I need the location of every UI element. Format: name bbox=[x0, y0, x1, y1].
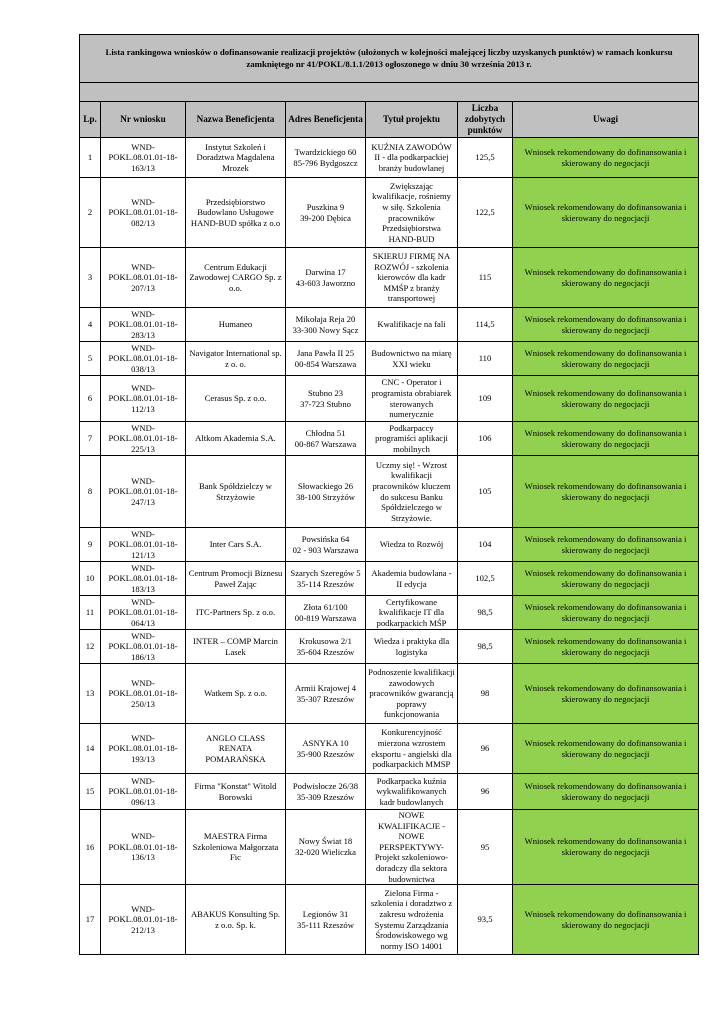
cell-beneficiary-address bbox=[286, 885, 366, 955]
cell-project-title bbox=[366, 178, 458, 248]
cell-beneficiary-name bbox=[186, 630, 286, 664]
cell-remark-text: Wniosek rekomendowany do dofinansowania i skierowany do negocjacji bbox=[524, 480, 687, 502]
cell-application-number bbox=[101, 562, 186, 596]
cell-application-number-text: WND-POKL.08.01.01-18-186/13 bbox=[108, 630, 178, 662]
cell-lp-text: 3 bbox=[87, 272, 93, 283]
cell-lp bbox=[80, 885, 101, 955]
cell-points bbox=[458, 885, 513, 955]
cell-lp-text: 2 bbox=[87, 207, 93, 218]
cell-points bbox=[458, 630, 513, 664]
cell-points-text: 109 bbox=[478, 393, 492, 404]
cell-beneficiary-address-text: Chłodna 51 00-867 Warszawa bbox=[294, 427, 357, 449]
cell-beneficiary-address bbox=[286, 664, 366, 724]
cell-lp-text: 16 bbox=[85, 841, 95, 852]
cell-beneficiary-name bbox=[186, 528, 286, 562]
col-header-points: Liczba zdobytych punktów bbox=[458, 102, 513, 138]
cell-remark-text: Wniosek rekomendowany do dofinansowania i skierowany do negocjacji bbox=[524, 313, 687, 335]
cell-application-number-text: WND-POKL.08.01.01-18-207/13 bbox=[108, 261, 178, 293]
cell-beneficiary-name-text: Cerasus Sp. z o.o. bbox=[204, 393, 267, 404]
cell-application-number bbox=[101, 774, 186, 810]
cell-beneficiary-address-text: Szarych Szeregów 5 35-114 Rzeszów bbox=[290, 567, 361, 589]
cell-beneficiary-address bbox=[286, 178, 366, 248]
cell-beneficiary-name bbox=[186, 342, 286, 376]
cell-beneficiary-address-text: Armii Krajowej 4 35-307 Rzeszów bbox=[294, 682, 357, 704]
cell-project-title bbox=[366, 308, 458, 342]
cell-lp-text: 11 bbox=[85, 607, 95, 618]
cell-beneficiary-name-text: Altkom Akademia S.A. bbox=[195, 433, 276, 444]
cell-beneficiary-name bbox=[186, 376, 286, 422]
cell-lp bbox=[80, 308, 101, 342]
cell-points bbox=[458, 422, 513, 456]
col-header-beneficiary-address: Adres Beneficjenta bbox=[286, 102, 366, 138]
cell-remark bbox=[513, 248, 699, 308]
cell-lp-text: 14 bbox=[85, 743, 95, 754]
cell-remark bbox=[513, 342, 699, 376]
cell-remark-text: Wniosek rekomendowany do dofinansowania i skierowany do negocjacji bbox=[524, 266, 687, 288]
cell-lp-text: 6 bbox=[87, 393, 93, 404]
cell-points-text: 98,5 bbox=[477, 607, 493, 618]
cell-points bbox=[458, 528, 513, 562]
cell-remark bbox=[513, 630, 699, 664]
cell-beneficiary-name-text: Firma "Konstat" Witold Borowski bbox=[194, 780, 277, 802]
cell-project-title bbox=[366, 528, 458, 562]
table-row bbox=[80, 342, 699, 376]
cell-remark-text: Wniosek rekomendowany do dofinansowania i skierowany do negocjacji bbox=[524, 737, 687, 759]
cell-beneficiary-address bbox=[286, 308, 366, 342]
cell-beneficiary-address bbox=[286, 342, 366, 376]
cell-lp-text: 9 bbox=[87, 539, 93, 550]
cell-application-number-text: WND-POKL.08.01.01-18-283/13 bbox=[108, 308, 178, 340]
cell-application-number-text: WND-POKL.08.01.01-18-183/13 bbox=[108, 562, 178, 594]
cell-project-title bbox=[366, 248, 458, 308]
cell-application-number-text: WND-POKL.08.01.01-18-247/13 bbox=[108, 475, 178, 507]
cell-project-title bbox=[366, 456, 458, 528]
col-header-beneficiary-name: Nazwa Beneficjenta bbox=[186, 102, 286, 138]
cell-lp-text: 15 bbox=[85, 786, 95, 797]
cell-beneficiary-address-text: Darwina 17 43-603 Jaworzno bbox=[295, 266, 356, 288]
cell-project-title bbox=[366, 664, 458, 724]
cell-beneficiary-name-text: Navigator International sp. z o. o. bbox=[189, 347, 282, 369]
cell-remark-text: Wniosek rekomendowany do dofinansowania i skierowany do negocjacji bbox=[524, 201, 687, 223]
cell-beneficiary-name-text: Centrum Edukacji Zawodowej CARGO Sp. z o.o. bbox=[189, 261, 282, 293]
cell-lp bbox=[80, 138, 101, 178]
cell-project-title bbox=[366, 630, 458, 664]
cell-beneficiary-name-text: Przedsiębiorstwo Budowlano Usługowe HAND-BUD spółka z o.o bbox=[190, 196, 281, 228]
cell-beneficiary-address-text: Podwisłocze 26/38 35-309 Rzeszów bbox=[292, 780, 359, 802]
cell-beneficiary-address bbox=[286, 422, 366, 456]
cell-project-title-text: Wiedza i praktyka dla logistyka bbox=[373, 635, 450, 657]
cell-remark-text: Wniosek rekomendowany do dofinansowania i skierowany do negocjacji bbox=[524, 347, 687, 369]
cell-beneficiary-name-text: Instytut Szkoleń i Doradztwa Magdalena Mrozek bbox=[196, 141, 275, 173]
cell-beneficiary-name-text: INTER – COMP Marcin Lasek bbox=[193, 635, 278, 657]
cell-beneficiary-address bbox=[286, 596, 366, 630]
cell-points-text: 114,5 bbox=[475, 319, 495, 330]
cell-remark-text: Wniosek rekomendowany do dofinansowania i skierowany do negocjacji bbox=[524, 635, 687, 657]
cell-project-title bbox=[366, 596, 458, 630]
cell-remark-text: Wniosek rekomendowany do dofinansowania i skierowany do negocjacji bbox=[524, 909, 687, 930]
cell-points-text: 96 bbox=[480, 786, 490, 797]
cell-lp-text: 4 bbox=[87, 319, 93, 330]
cell-application-number bbox=[101, 885, 186, 955]
cell-project-title-text: Wiedza to Rozwój bbox=[379, 539, 444, 550]
table-row bbox=[80, 456, 699, 528]
cell-lp-text: 7 bbox=[87, 433, 93, 444]
cell-beneficiary-name-text: ABAKUS Konsulting Sp. z o.o. Sp. k. bbox=[190, 909, 281, 930]
cell-lp bbox=[80, 528, 101, 562]
cell-beneficiary-name bbox=[186, 774, 286, 810]
cell-lp bbox=[80, 562, 101, 596]
cell-project-title bbox=[366, 562, 458, 596]
cell-lp-text: 5 bbox=[87, 353, 93, 364]
table-row bbox=[80, 664, 699, 724]
cell-project-title bbox=[366, 376, 458, 422]
cell-points bbox=[458, 456, 513, 528]
cell-points-text: 102,5 bbox=[475, 573, 495, 584]
table-row bbox=[80, 724, 699, 774]
cell-beneficiary-address bbox=[286, 528, 366, 562]
cell-application-number-text: WND-POKL.08.01.01-18-096/13 bbox=[108, 775, 178, 807]
cell-beneficiary-address bbox=[286, 810, 366, 885]
cell-lp bbox=[80, 248, 101, 308]
cell-beneficiary-address bbox=[286, 248, 366, 308]
cell-remark-text: Wniosek rekomendowany do dofinansowania i skierowany do negocjacji bbox=[524, 533, 687, 555]
cell-beneficiary-name bbox=[186, 885, 286, 955]
cell-points bbox=[458, 596, 513, 630]
cell-remark bbox=[513, 810, 699, 885]
cell-remark-text: Wniosek rekomendowany do dofinansowania i skierowany do negocjacji bbox=[524, 146, 687, 168]
cell-beneficiary-name bbox=[186, 596, 286, 630]
cell-lp-text: 12 bbox=[85, 641, 95, 652]
cell-points bbox=[458, 664, 513, 724]
cell-project-title bbox=[366, 724, 458, 774]
cell-points-text: 95 bbox=[480, 841, 490, 852]
cell-project-title bbox=[366, 342, 458, 376]
table-row bbox=[80, 562, 699, 596]
table-body bbox=[80, 138, 699, 955]
cell-application-number bbox=[101, 308, 186, 342]
cell-lp bbox=[80, 178, 101, 248]
cell-beneficiary-address-text: Stubno 23 37-723 Stubno bbox=[300, 387, 351, 409]
cell-points bbox=[458, 308, 513, 342]
col-header-project-title: Tytuł projektu bbox=[366, 102, 458, 138]
cell-lp bbox=[80, 724, 101, 774]
cell-remark-text: Wniosek rekomendowany do dofinansowania i skierowany do negocjacji bbox=[524, 567, 687, 589]
cell-points-text: 98 bbox=[480, 688, 490, 699]
cell-points bbox=[458, 138, 513, 178]
document-title: Lista rankingowa wniosków o dofinansowanie realizacji projektów (ułożonych w kolejności malejącej liczby uzyskanych punktów) w ramach konkursu zamkniętego nr 41/POKL/8.1.1/2013 ogłoszonego w dniu 30 września 2013 r. bbox=[80, 35, 699, 83]
cell-application-number bbox=[101, 630, 186, 664]
cell-lp bbox=[80, 596, 101, 630]
cell-project-title-text: Uczmy się! - Wzrost kwalifikacji pracowników kluczem do sukcesu Banku Spółdzielczego w Strzyżowie. bbox=[372, 459, 451, 523]
cell-application-number-text: WND-POKL.08.01.01-18-193/13 bbox=[108, 732, 178, 764]
cell-points-text: 106 bbox=[478, 433, 492, 444]
cell-remark bbox=[513, 562, 699, 596]
cell-lp-text: 8 bbox=[87, 486, 93, 497]
cell-lp bbox=[80, 630, 101, 664]
cell-project-title-text: CNC - Operator i programista obrabiarek sterowanych numerycznie bbox=[371, 377, 452, 420]
cell-points bbox=[458, 342, 513, 376]
cell-points-text: 93,5 bbox=[477, 914, 493, 925]
cell-beneficiary-address bbox=[286, 456, 366, 528]
cell-application-number-text: WND-POKL.08.01.01-18-064/13 bbox=[108, 596, 178, 628]
cell-beneficiary-address-text: Złota 61/100 00-819 Warszawa bbox=[294, 601, 357, 623]
cell-beneficiary-name-text: Centrum Promocji Biznesu Paweł Zając bbox=[188, 567, 283, 589]
cell-remark bbox=[513, 456, 699, 528]
cell-project-title-text: Podnoszenie kwalifikacji zawodowych pracowników gwarancją poprawy funkcjonowania bbox=[368, 667, 455, 720]
cell-remark bbox=[513, 774, 699, 810]
table-row bbox=[80, 422, 699, 456]
cell-application-number bbox=[101, 456, 186, 528]
cell-points-text: 125,5 bbox=[475, 152, 495, 163]
cell-beneficiary-name bbox=[186, 456, 286, 528]
cell-points bbox=[458, 774, 513, 810]
cell-beneficiary-address bbox=[286, 630, 366, 664]
table-row bbox=[80, 308, 699, 342]
cell-application-number bbox=[101, 138, 186, 178]
cell-beneficiary-name-text: Humaneo bbox=[218, 319, 253, 330]
cell-lp bbox=[80, 422, 101, 456]
cell-project-title bbox=[366, 885, 458, 955]
cell-application-number-text: WND-POKL.08.01.01-18-225/13 bbox=[108, 422, 178, 454]
cell-beneficiary-name bbox=[186, 562, 286, 596]
cell-points-text: 110 bbox=[478, 353, 492, 364]
cell-application-number bbox=[101, 376, 186, 422]
cell-beneficiary-address-text: Powsińska 64 02 - 903 Warszawa bbox=[292, 533, 359, 555]
cell-beneficiary-name-text: Inter Cars S.A. bbox=[209, 539, 262, 550]
cell-application-number-text: WND-POKL.08.01.01-18-163/13 bbox=[108, 141, 178, 173]
table-row bbox=[80, 248, 699, 308]
cell-beneficiary-address-text: Mikołaja Reja 20 33-300 Nowy Sącz bbox=[292, 313, 359, 335]
cell-remark-text: Wniosek rekomendowany do dofinansowania i skierowany do negocjacji bbox=[524, 836, 687, 858]
col-header-lp: Lp. bbox=[80, 102, 101, 138]
cell-remark bbox=[513, 596, 699, 630]
cell-application-number bbox=[101, 596, 186, 630]
cell-remark-text: Wniosek rekomendowany do dofinansowania i skierowany do negocjacji bbox=[524, 601, 687, 623]
cell-points-text: 122,5 bbox=[475, 207, 495, 218]
table-row bbox=[80, 178, 699, 248]
cell-remark bbox=[513, 308, 699, 342]
cell-project-title bbox=[366, 810, 458, 885]
cell-points bbox=[458, 376, 513, 422]
cell-lp-text: 1 bbox=[87, 152, 93, 163]
col-header-remarks: Uwagi bbox=[513, 102, 699, 138]
header-row bbox=[80, 102, 699, 138]
cell-remark-text: Wniosek rekomendowany do dofinansowania i skierowany do negocjacji bbox=[524, 780, 687, 802]
cell-application-number-text: WND-POKL.08.01.01-18-250/13 bbox=[108, 677, 178, 709]
cell-application-number bbox=[101, 724, 186, 774]
spacer-row bbox=[80, 83, 699, 102]
cell-application-number-text: WND-POKL.08.01.01-18-112/13 bbox=[108, 382, 178, 414]
cell-beneficiary-address-text: ASNYKA 10 35-900 Rzeszów bbox=[296, 737, 355, 759]
cell-remark bbox=[513, 664, 699, 724]
cell-remark bbox=[513, 724, 699, 774]
ranking-table bbox=[79, 34, 699, 955]
cell-lp-text: 13 bbox=[85, 688, 95, 699]
cell-beneficiary-address-text: Twardzickiego 60 85-796 Bydgoszcz bbox=[293, 146, 358, 168]
table-row bbox=[80, 596, 699, 630]
cell-remark bbox=[513, 528, 699, 562]
table-row bbox=[80, 528, 699, 562]
cell-project-title-text: Podkarpacka kuźnia wykwalifikowanych kadr budowlanych bbox=[376, 775, 447, 807]
cell-project-title-text: Kwalifikacje na fali bbox=[377, 319, 446, 330]
table-row bbox=[80, 630, 699, 664]
cell-beneficiary-name bbox=[186, 308, 286, 342]
cell-beneficiary-name-text: ANGLO CLASS RENATA POMARAŃSKA bbox=[205, 732, 266, 764]
cell-remark bbox=[513, 422, 699, 456]
cell-beneficiary-name bbox=[186, 248, 286, 308]
table-row bbox=[80, 774, 699, 810]
cell-points-text: 98,5 bbox=[477, 641, 493, 652]
cell-project-title bbox=[366, 774, 458, 810]
cell-project-title-text: Budownictwo na miarę XXI wieku bbox=[371, 347, 452, 369]
cell-lp bbox=[80, 342, 101, 376]
cell-application-number bbox=[101, 810, 186, 885]
cell-remark-text: Wniosek rekomendowany do dofinansowania i skierowany do negocjacji bbox=[524, 387, 687, 409]
cell-application-number bbox=[101, 422, 186, 456]
cell-beneficiary-address bbox=[286, 562, 366, 596]
table-row bbox=[80, 376, 699, 422]
cell-beneficiary-name bbox=[186, 664, 286, 724]
cell-beneficiary-address-text: Legionów 31 35-111 Rzeszów bbox=[297, 909, 354, 930]
cell-remark bbox=[513, 138, 699, 178]
cell-beneficiary-address-text: Jana Pawła II 25 00-854 Warszawa bbox=[294, 347, 357, 369]
cell-project-title-text: Zielona Firma - szkolenia i doradztwo z zakresu wdrożenia Systemu Zarządzania Środowiskowego wg normy ISO 14001 bbox=[370, 887, 453, 951]
cell-lp bbox=[80, 376, 101, 422]
cell-project-title-text: Konkurencyjność mierzona wzrostem eksportu - angielski dla podkarpackich MMSP bbox=[371, 727, 452, 770]
cell-application-number bbox=[101, 342, 186, 376]
cell-beneficiary-address-text: Puszkina 9 39-200 Dębica bbox=[300, 201, 351, 223]
cell-application-number bbox=[101, 664, 186, 724]
cell-points-text: 96 bbox=[480, 743, 490, 754]
cell-beneficiary-name bbox=[186, 422, 286, 456]
cell-beneficiary-name-text: Watkem Sp. z o.o. bbox=[204, 688, 267, 699]
cell-application-number bbox=[101, 248, 186, 308]
table-row bbox=[80, 810, 699, 885]
cell-project-title-text: SKIERUJ FIRMĘ NA ROZWÓJ - szkolenia kierowców dla kadr MMŚP z branży transportowej bbox=[372, 251, 451, 304]
cell-beneficiary-address bbox=[286, 376, 366, 422]
table-row bbox=[80, 138, 699, 178]
cell-project-title-text: Zwiększając kwalifikacje, rośniemy w siłę. Szkolenia pracowników Przedsiębiorstwa HAND-BUD bbox=[372, 180, 451, 244]
cell-application-number bbox=[101, 178, 186, 248]
cell-project-title bbox=[366, 138, 458, 178]
cell-project-title-text: NOWE KWALIFIKACJE - NOWE PERSPEKTYWY- Projekt szkoleniowo-doradczy dla sektora budownictwa bbox=[374, 810, 449, 884]
cell-points bbox=[458, 248, 513, 308]
cell-remark bbox=[513, 376, 699, 422]
cell-remark bbox=[513, 178, 699, 248]
cell-application-number-text: WND-POKL.08.01.01-18-136/13 bbox=[108, 831, 178, 863]
cell-beneficiary-name bbox=[186, 724, 286, 774]
cell-beneficiary-address bbox=[286, 774, 366, 810]
cell-beneficiary-name-text: MAESTRA Firma Szkoleniowa Małgorzata Fic bbox=[192, 831, 279, 863]
cell-points bbox=[458, 810, 513, 885]
col-header-application-number: Nr wniosku bbox=[101, 102, 186, 138]
cell-lp bbox=[80, 810, 101, 885]
cell-project-title bbox=[366, 422, 458, 456]
cell-lp-text: 10 bbox=[85, 573, 95, 584]
cell-remark-text: Wniosek rekomendowany do dofinansowania i skierowany do negocjacji bbox=[524, 427, 687, 449]
cell-beneficiary-address bbox=[286, 138, 366, 178]
cell-points bbox=[458, 562, 513, 596]
cell-points-text: 115 bbox=[478, 272, 492, 283]
cell-beneficiary-name bbox=[186, 810, 286, 885]
cell-project-title-text: Certyfikowane kwalifikacje IT dla podkarpackich MŚP bbox=[376, 596, 447, 628]
cell-points-text: 104 bbox=[478, 539, 492, 550]
cell-beneficiary-name bbox=[186, 138, 286, 178]
cell-lp bbox=[80, 664, 101, 724]
cell-application-number-text: WND-POKL.08.01.01-18-082/13 bbox=[108, 196, 178, 228]
cell-project-title-text: Akademia budowlana - II edycja bbox=[371, 567, 452, 589]
cell-application-number bbox=[101, 528, 186, 562]
cell-project-title-text: KUŹNIA ZAWODÓW II - dla podkarpackiej branży budowlanej bbox=[371, 141, 452, 173]
cell-application-number-text: WND-POKL.08.01.01-18-038/13 bbox=[108, 342, 178, 374]
cell-points-text: 105 bbox=[478, 486, 492, 497]
cell-beneficiary-name-text: ITC-Partners Sp. z o.o. bbox=[195, 607, 276, 618]
cell-lp-text: 17 bbox=[85, 914, 95, 925]
cell-points bbox=[458, 178, 513, 248]
cell-lp bbox=[80, 456, 101, 528]
cell-beneficiary-address-text: Nowy Świat 18 32-020 Wieliczka bbox=[295, 836, 356, 858]
cell-beneficiary-name-text: Bank Spółdzielczy w Strzyżowie bbox=[198, 480, 273, 502]
cell-application-number-text: WND-POKL.08.01.01-18-121/13 bbox=[108, 528, 178, 560]
cell-points bbox=[458, 724, 513, 774]
cell-application-number-text: WND-POKL.08.01.01-18-212/13 bbox=[108, 903, 178, 935]
cell-remark bbox=[513, 885, 699, 955]
cell-beneficiary-address-text: Słowackiego 26 38-100 Strzyżów bbox=[296, 480, 355, 502]
cell-beneficiary-address bbox=[286, 724, 366, 774]
table-row bbox=[80, 885, 699, 955]
cell-beneficiary-name bbox=[186, 178, 286, 248]
cell-project-title-text: Podkarpaccy programiści aplikacji mobilnych bbox=[375, 422, 448, 454]
cell-lp bbox=[80, 774, 101, 810]
cell-remark-text: Wniosek rekomendowany do dofinansowania i skierowany do negocjacji bbox=[524, 682, 687, 704]
cell-beneficiary-address-text: Krokusowa 2/1 35-604 Rzeszów bbox=[296, 635, 355, 657]
